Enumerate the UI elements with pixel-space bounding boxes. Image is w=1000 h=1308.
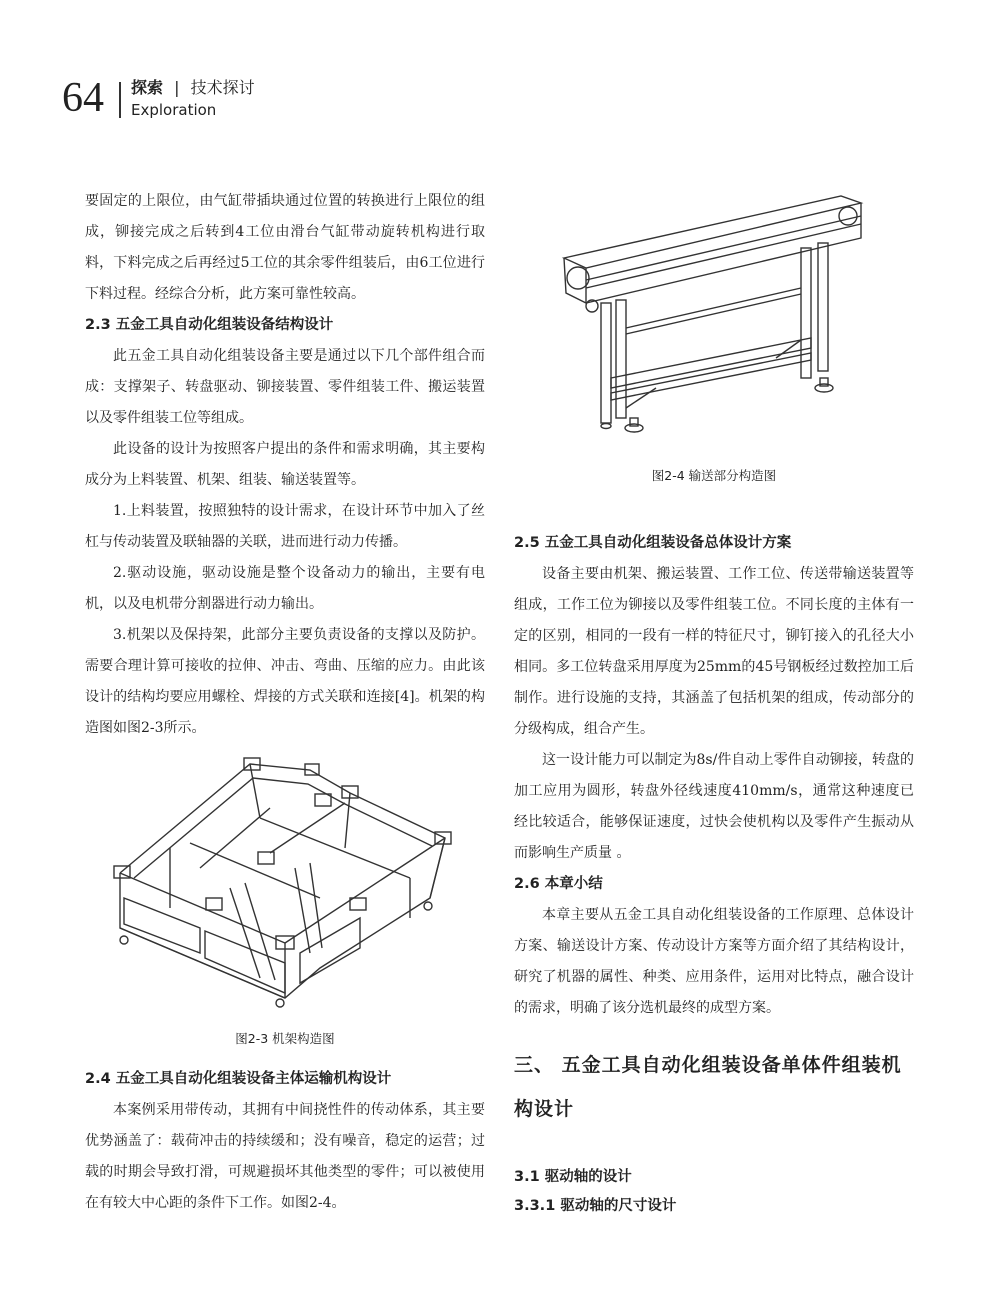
left-column	[85, 186, 485, 744]
heading-2-6: 2.6 本章小结	[514, 876, 603, 892]
paragraph: 要固定的上限位，由气缸带插块通过位置的转换进行上限位的组成，铆接完成之后转到4工位由滑台气缸带动旋转机构进行取料，下料完成之后再经过5工位的其余零件组装后，由6工位进行下料过程。经综合分析，此方案可靠性较高。	[85, 193, 485, 302]
heading-2-4: 2.4 五金工具自动化组装设备主体运输机构设计	[85, 1071, 392, 1087]
heading-3-1: 3.1 驱动轴的设计	[514, 1169, 632, 1185]
paragraph: 本案例采用带传动，其拥有中间挠性件的传动体系，其主要优势涵盖了：载荷冲击的持续缓和；没有噪音，稳定的运营；过载的时期会导致打滑，可规避损坏其他类型的零件；可以被使用在有较大中心距的条件下工作。如图2-4。	[85, 1102, 485, 1211]
figure-2-4-caption: 图2-4 输送部分构造图	[651, 468, 777, 483]
page-number: 64	[62, 75, 104, 121]
section-name-english: Exploration	[131, 101, 217, 119]
right-column	[514, 528, 914, 1024]
paragraph: 这一设计能力可以制定为8s/件自动上零件自动铆接，转盘的加工应用为圆形，转盘外径线速度410mm/s，通常这种速度已经比较适合，能够保证速度，过快会使机构以及零件产生振动从而影响生产质量 。	[514, 752, 914, 861]
frame-structure-drawing	[110, 748, 460, 1010]
section-label	[131, 78, 255, 98]
paragraph: 设备主要由机架、搬运装置、工作工位、传送带输送装置等组成，工作工位为铆接以及零件组装工位。不同长度的主体有一定的区别，相同的一段有一样的特征尺寸，铆钉接入的孔径大小相同。多工位转盘采用厚度为25mm的45号钢板经过数控加工后制作。进行设施的支持，其涵盖了包括机架的组成，传动部分的分级构成，组合产生。	[514, 566, 914, 737]
paragraph: 此五金工具自动化组装设备主要是通过以下几个部件组合而成：支撑架子、转盘驱动、铆接装置、零件组装工件、搬运装置以及零件组装工位等组成。	[85, 348, 485, 426]
heading-3-3-1: 3.3.1 驱动轴的尺寸设计	[514, 1198, 677, 1214]
conveyor-structure-drawing	[556, 188, 876, 440]
chapter-3-title: 三、 五金工具自动化组装设备单体件组装机构设计	[514, 1054, 902, 1120]
paragraph: 1.上料装置，按照独特的设计需求，在设计环节中加入了丝杠与传动装置及联轴器的关联，进而进行动力传播。	[85, 503, 485, 550]
figure-2-3-caption: 图2-3 机架构造图	[235, 1031, 335, 1046]
heading-2-5: 2.5 五金工具自动化组装设备总体设计方案	[514, 535, 792, 551]
paragraph: 此设备的设计为按照客户提出的条件和需求明确，其主要构成分为上料装置、机架、组装、输送装置等。	[85, 441, 485, 488]
paragraph: 3.机架以及保持架，此部分主要负责设备的支撑以及防护。需要合理计算可接收的拉伸、冲击、弯曲、压缩的应力。由此该设计的结构均要应用螺栓、焊接的方式关联和连接[4]。机架的构造图如图2-3所示。	[85, 627, 485, 736]
paragraph: 本章主要从五金工具自动化组装设备的工作原理、总体设计方案、输送设计方案、传动设计方案等方面介绍了其结构设计，研究了机器的属性、种类、应用条件，运用对比特点，融合设计的需求，明确了该分选机最终的成型方案。	[514, 907, 914, 1016]
subsection-name: 技术探讨	[190, 78, 255, 97]
left-column-lower	[85, 1064, 485, 1219]
paragraph: 2.驱动设施，驱动设施是整个设备动力的输出，主要有电机，以及电机带分割器进行动力输出。	[85, 565, 485, 612]
section-name: 探索	[131, 78, 164, 97]
heading-2-3: 2.3 五金工具自动化组装设备结构设计	[85, 317, 334, 333]
section-divider: |	[174, 78, 180, 97]
header-divider	[119, 82, 121, 118]
